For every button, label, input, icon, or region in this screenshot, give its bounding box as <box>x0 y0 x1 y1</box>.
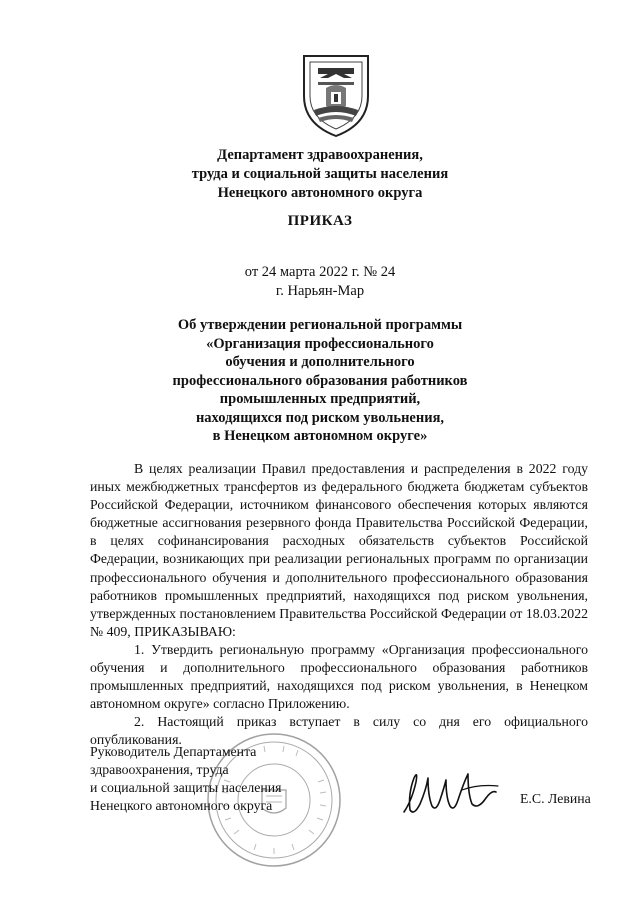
subject-line-3: обучения и дополнительного <box>225 354 415 370</box>
department-line-2: труда и социальной защиты населения <box>191 166 449 182</box>
nenets-okrug-coat-of-arms-icon <box>296 52 376 138</box>
subject-line-7: в Ненецком автономном округе» <box>212 428 428 444</box>
department-line-3: Ненецкого автономного округа <box>217 185 423 201</box>
subject-line-6: находящихся под риском увольнения, <box>195 409 445 426</box>
handwritten-signature-icon <box>398 760 508 820</box>
order-subject <box>0 316 640 446</box>
position-line-4: Ненецкого автономного округа <box>90 798 273 814</box>
subject-line-1: Об утверждении региональной программы <box>177 317 463 333</box>
order-city: г. Нарьян-Мар <box>275 283 365 299</box>
order-date-number: от 24 марта 2022 г. № 24 <box>244 264 396 280</box>
order-body <box>90 460 588 750</box>
signature-position <box>90 743 282 815</box>
item-1-paragraph: 1. Утвердить региональную программу «Организация профессионального обучения и дополнительного профессионального образования работников промышленных предприятий, находящихся под риском увольнения, в Ненецком автономном округе» согласно Приложению. <box>90 641 588 712</box>
signer-name: Е.С. Левина <box>520 791 591 806</box>
item-2-paragraph: 2. Настоящий приказ вступает в силу со дня его официального опубликования. <box>90 714 588 748</box>
order-title: ПРИКАЗ <box>287 213 353 229</box>
date-block <box>0 263 640 301</box>
position-line-2: здравоохранения, труда <box>90 762 229 778</box>
department-name <box>0 146 640 203</box>
department-line-1: Департамент здравоохранения, <box>217 147 423 163</box>
subject-line-5: промышленных предприятий, <box>219 391 421 407</box>
subject-line-2: «Организация профессионального <box>206 335 434 352</box>
subject-line-4: профессионального образования работников <box>172 372 468 389</box>
preamble-paragraph: В целях реализации Правил предоставления и распределения в 2022 году иных межбюджетных трансфертов из федерального бюджета бюджетам субъектов Российской Федерации, источником финансового обеспечения которых являются бюджетные ассигнования резервного фонда Правительства Российской Федерации, в целях софинансирования расходных обязательств субъектов Российской Федерации, возникающих при реализации региональных программ по организации профессионального обучения и дополнительного профессионального образования работников промышленных предприятий, находящихся под риском увольнения, утвержденных постановлением Правительства Российской Федерации от 18.03.2022 № 409, ПРИКАЗЫВАЮ: <box>90 461 588 639</box>
position-line-1: Руководитель Департамента <box>90 744 257 759</box>
position-line-3: и социальной защиты населения <box>90 780 282 796</box>
